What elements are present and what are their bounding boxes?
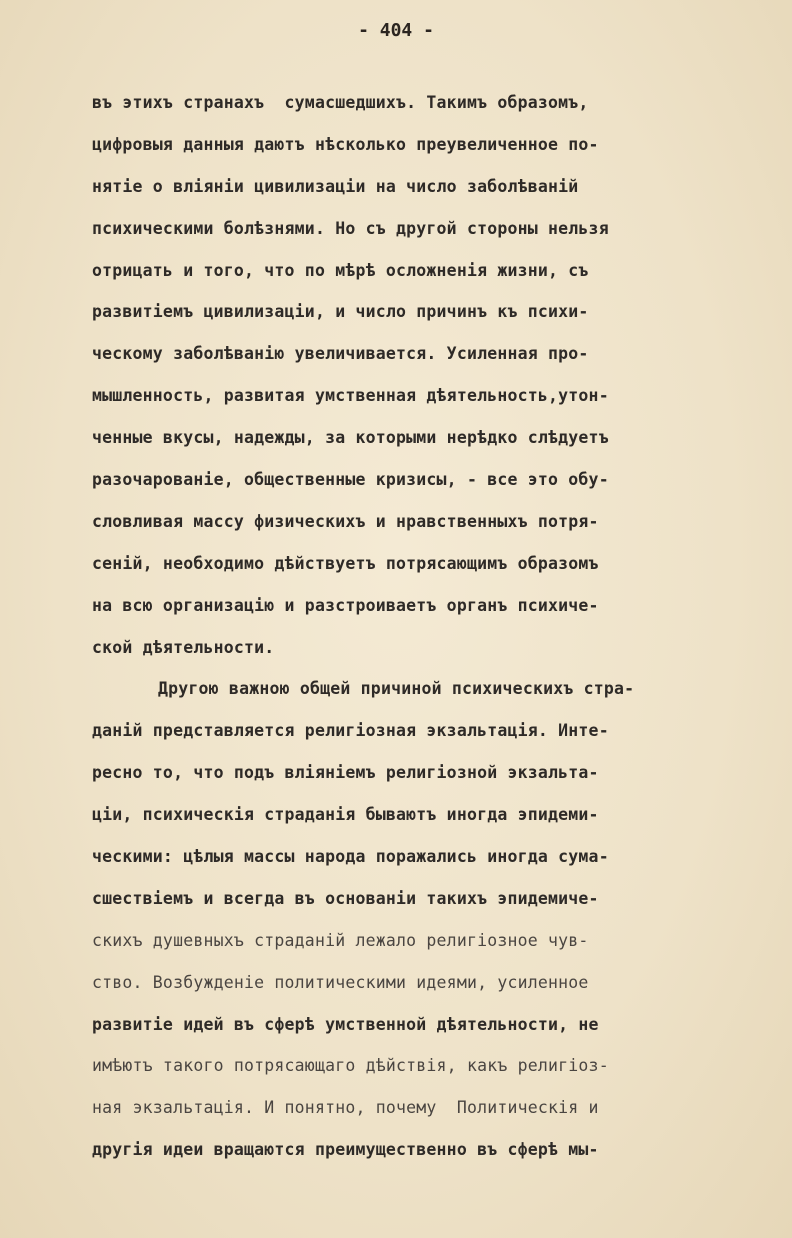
text-line: психическими болѣзнями. Но съ другой стороны нельзя bbox=[92, 218, 609, 238]
text-line: скихъ душевныхъ страданiй лежало религiозное чув- bbox=[92, 930, 589, 950]
text-line: другiя идеи вращаются преимущественно въ сферѣ мы- bbox=[92, 1140, 599, 1160]
text-line: ческому заболѣванiю увеличивается. Усиленная про- bbox=[92, 344, 589, 364]
text-line: отрицать и того, что по мѣрѣ осложненiя жизни, съ bbox=[92, 260, 589, 280]
text-line: нятiе о влiянiи цивилизацiи на число заболѣванiй bbox=[92, 176, 579, 196]
text-line: сшествiемъ и всегда въ основанiи такихъ эпидемиче- bbox=[92, 888, 599, 908]
text-line: ная экзальтацiя. И понятно, почему Политическiя и bbox=[92, 1098, 599, 1118]
text-line: разочарованiе, общественные кризисы, - все это обу- bbox=[92, 470, 609, 490]
text-line: въ этихъ странахъ сумасшедшихъ. Такимъ образомъ, bbox=[92, 93, 589, 112]
text-line: данiй представляется религiозная экзальтацiя. Инте- bbox=[92, 721, 609, 741]
text-line: ческими: цѣлыя массы народа поражались иногда сума- bbox=[92, 847, 609, 867]
text-line: сенiй, необходимо дѣйствуетъ потрясающимъ образомъ bbox=[92, 553, 599, 573]
text-line: развитiе идей въ сферѣ умственной дѣятельности, не bbox=[92, 1014, 599, 1034]
paragraph-start-line: Другою важною общей причиной психическихъ стра- bbox=[158, 679, 635, 699]
text-line: цiи, психическiя страданiя бываютъ иногда эпидеми- bbox=[92, 805, 599, 825]
text-line: на всю организацiю и разстроиваетъ органъ психиче- bbox=[92, 595, 599, 615]
text-line: ской дѣятельности. bbox=[92, 637, 275, 657]
text-line: ченные вкусы, надежды, за которыми нерѣдко слѣдуетъ bbox=[92, 428, 609, 448]
text-line: мышленность, развитая умственная дѣятельность,утон- bbox=[92, 386, 609, 406]
body-text bbox=[92, 82, 752, 1171]
text-line: цифровыя данныя даютъ нѣсколько преувеличенное по- bbox=[92, 134, 599, 154]
text-line: ресно то, что подъ влiянiемъ религiозной экзальта- bbox=[92, 763, 599, 783]
text-line: развитiемъ цивилизацiи, и число причинъ къ психи- bbox=[92, 302, 589, 322]
text-line: имѣютъ такого потрясающаго дѣйствiя, какъ религiоз- bbox=[92, 1056, 609, 1076]
text-line: ство. Возбужденiе политическими идеями, усиленное bbox=[92, 972, 589, 992]
page-number: - 404 - bbox=[358, 20, 434, 41]
text-line: словливая массу физическихъ и нравственныхъ потря- bbox=[92, 511, 599, 531]
